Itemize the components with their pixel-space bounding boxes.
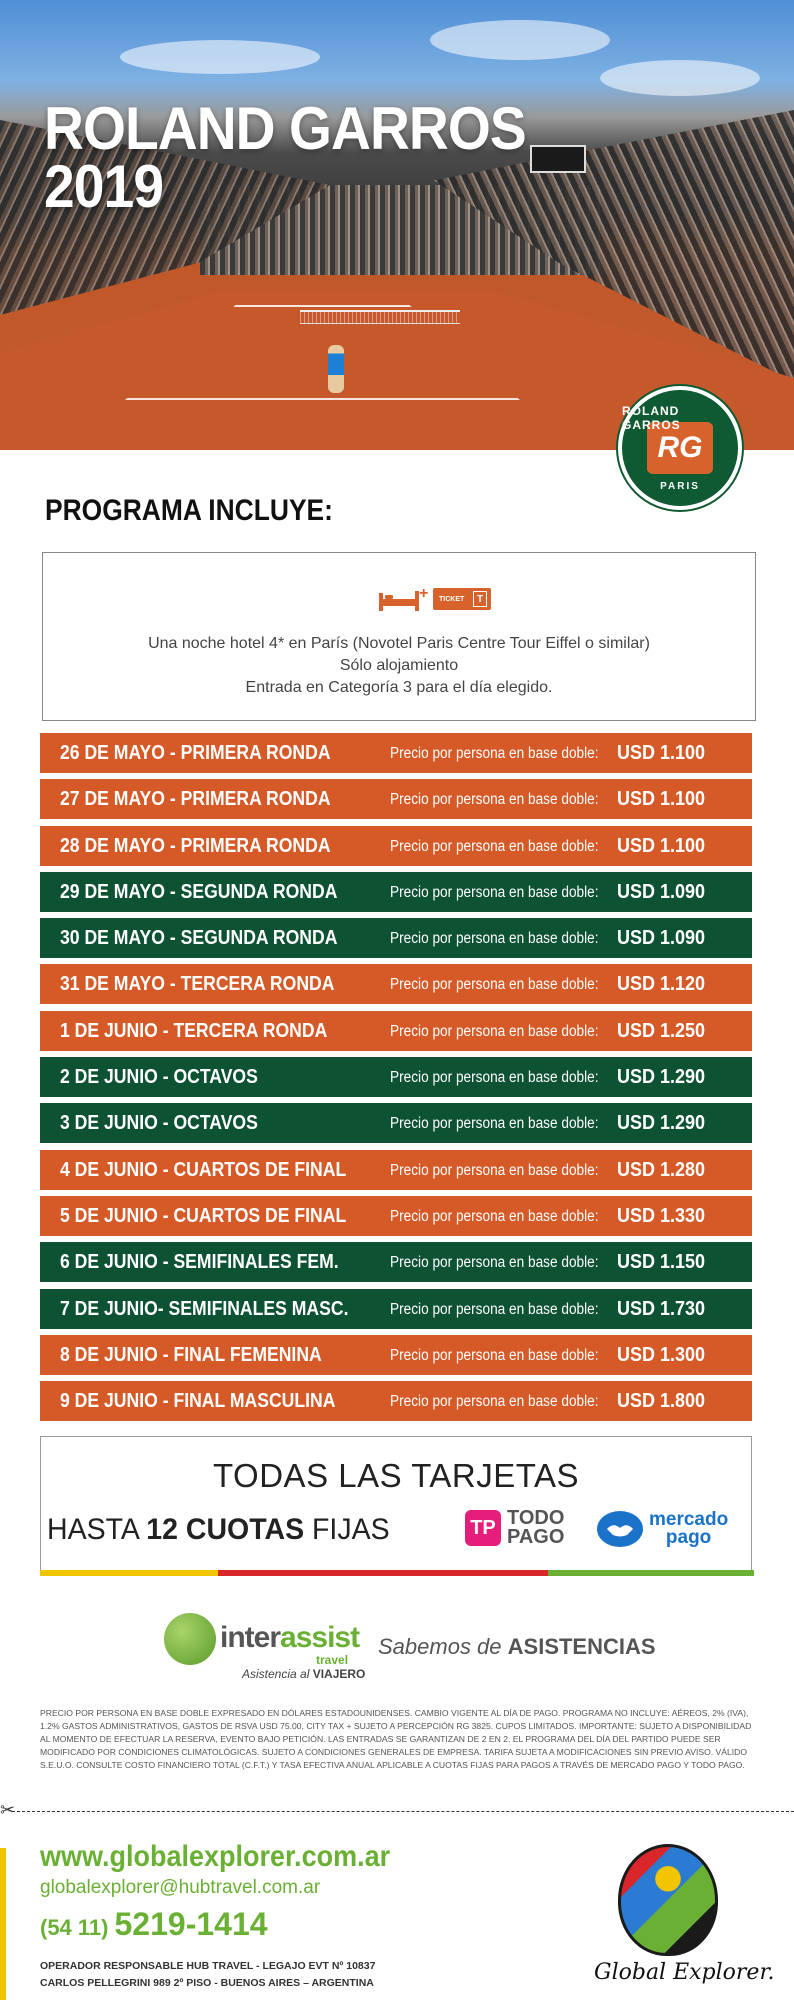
logo-top-text: ROLAND GARROS — [622, 404, 681, 432]
phone-digits: 5219-1414 — [114, 1906, 268, 1942]
date-row — [40, 1057, 752, 1097]
date-label: 9 DE JUNIO - FINAL MASCULINA — [60, 1390, 336, 1413]
color-bar-red — [218, 1570, 548, 1576]
color-bar-yellow — [40, 1570, 218, 1576]
tennis-net — [300, 310, 460, 324]
price-value: USD 1.090 — [617, 927, 706, 950]
ticket-label: TICKET — [439, 595, 465, 603]
includes-line: Entrada en Categoría 3 para el día elegido. — [245, 679, 553, 696]
todopago-logo — [465, 1509, 564, 1547]
cloud — [120, 40, 320, 74]
installments-highlight: 12 CUOTAS — [146, 1513, 305, 1546]
price-value: USD 1.290 — [617, 1112, 706, 1135]
bed-icon — [379, 589, 419, 611]
date-label: 6 DE JUNIO - SEMIFINALES FEM. — [60, 1251, 339, 1274]
hero-title-line2: 2019 — [44, 153, 164, 220]
includes-line: Sólo alojamiento — [339, 657, 459, 674]
payment-title: TODAS LAS TARJETAS — [213, 1457, 579, 1494]
mercadopago-line1: mercado — [649, 1509, 729, 1530]
global-explorer-logo — [590, 1840, 775, 2000]
date-label: 5 DE JUNIO - CUARTOS DE FINAL — [60, 1204, 347, 1227]
price-label: Precio por persona en base doble: — [390, 1069, 599, 1087]
price-value: USD 1.250 — [617, 1019, 706, 1042]
price-label: Precio por persona en base doble: — [390, 883, 599, 901]
handshake-icon — [597, 1511, 643, 1547]
date-row — [40, 1150, 752, 1190]
scoreboard — [530, 145, 586, 173]
date-price-list — [40, 733, 752, 1427]
date-label: 26 DE MAYO - PRIMERA RONDA — [60, 742, 331, 764]
date-row — [40, 1381, 752, 1421]
color-bar — [40, 1570, 754, 1576]
todopago-line2: PAGO — [507, 1526, 565, 1548]
date-label: 30 DE MAYO - SEGUNDA RONDA — [60, 927, 338, 950]
plus-icon: + — [419, 585, 429, 602]
date-row — [40, 1011, 752, 1051]
cut-line — [12, 1811, 794, 1812]
date-row — [40, 1289, 752, 1329]
installments-suffix: FIJAS — [304, 1513, 390, 1546]
includes-text — [43, 633, 755, 699]
interassist-tagline — [242, 1667, 365, 1681]
mercadopago-logo — [597, 1511, 728, 1547]
date-row — [40, 872, 752, 912]
price-label: Precio por persona en base doble: — [390, 930, 599, 948]
price-label: Precio por persona en base doble: — [390, 791, 599, 809]
includes-icons — [333, 581, 484, 611]
interassist-tagline-bold: VIAJERO — [312, 1667, 366, 1681]
cloud — [430, 20, 610, 60]
price-value: USD 1.300 — [617, 1343, 706, 1366]
price-value: USD 1.290 — [617, 1066, 706, 1089]
price-label: Precio por persona en base doble: — [390, 1254, 599, 1272]
price-label: Precio por persona en base doble: — [390, 1022, 599, 1040]
date-label: 7 DE JUNIO- SEMIFINALES MASC. — [60, 1297, 349, 1320]
price-label: Precio por persona en base doble: — [390, 837, 599, 855]
price-value: USD 1.800 — [617, 1390, 706, 1413]
installments-prefix: HASTA — [47, 1513, 147, 1546]
todopago-line1: TODO — [507, 1507, 565, 1529]
scissors-icon: ✂ — [0, 1800, 16, 1820]
operator-line1: OPERADOR RESPONSABLE HUB TRAVEL - LEGAJO EVT Nº 10837 — [40, 1960, 376, 1972]
price-label: Precio por persona en base doble: — [390, 1115, 599, 1133]
date-row — [40, 964, 752, 1004]
todopago-text — [507, 1509, 564, 1547]
website-link[interactable]: www.globalexplorer.com.ar — [40, 1840, 391, 1873]
date-label: 8 DE JUNIO - FINAL FEMENINA — [60, 1343, 322, 1366]
price-label: Precio por persona en base doble: — [390, 1161, 599, 1179]
hero-title — [44, 95, 526, 220]
date-label: 27 DE MAYO - PRIMERA RONDA — [60, 788, 331, 811]
roland-garros-logo — [618, 386, 742, 510]
operator-line2: CARLOS PELLEGRINI 989 2º PISO - BUENOS AIRES – ARGENTINA — [40, 1977, 374, 1989]
payment-box — [40, 1436, 752, 1571]
includes-line: Una noche hotel 4* en París (Novotel Paris Centre Tour Eiffel o similar) — [148, 635, 650, 652]
price-value: USD 1.100 — [617, 834, 706, 857]
price-value: USD 1.330 — [617, 1204, 706, 1227]
global-explorer-text: Global Explorer. — [594, 1960, 775, 1985]
date-label: 29 DE MAYO - SEGUNDA RONDA — [60, 880, 338, 903]
date-label: 2 DE JUNIO - OCTAVOS — [60, 1066, 258, 1089]
interassist-name-part2: assist — [280, 1621, 360, 1654]
price-label: Precio por persona en base doble: — [390, 976, 599, 994]
date-label: 28 DE MAYO - PRIMERA RONDA — [60, 834, 331, 857]
mercadopago-text — [649, 1511, 728, 1547]
hero-title-line1: ROLAND GARROS — [44, 95, 526, 162]
price-value: USD 1.150 — [617, 1251, 706, 1274]
interassist-name-part1: inter — [220, 1621, 281, 1654]
interassist-tagline-prefix: Asistencia al — [242, 1667, 313, 1681]
cloud — [600, 60, 760, 96]
ticket-mark: T — [473, 591, 487, 607]
program-title: PROGRAMA INCLUYE: — [45, 494, 333, 527]
date-row — [40, 779, 752, 819]
price-value: USD 1.280 — [617, 1158, 706, 1181]
price-label: Precio por persona en base doble: — [390, 1300, 599, 1318]
date-label: 4 DE JUNIO - CUARTOS DE FINAL — [60, 1158, 347, 1181]
interassist-name — [220, 1621, 359, 1655]
price-value: USD 1.100 — [617, 742, 706, 764]
includes-box — [42, 552, 756, 721]
interassist-logo — [164, 1609, 364, 1679]
date-row — [40, 1242, 752, 1282]
color-bar-green — [548, 1570, 754, 1576]
phone-area: (54 11) — [40, 1915, 109, 1940]
tennis-player — [328, 345, 344, 393]
mercadopago-line2: pago — [665, 1527, 712, 1548]
footer-accent-bar — [0, 1848, 6, 2000]
phone-number[interactable] — [40, 1906, 268, 1943]
price-label: Precio por persona en base doble: — [390, 1207, 599, 1225]
price-value: USD 1.100 — [617, 788, 706, 811]
rg-monogram-icon: RG — [647, 422, 713, 474]
date-label: 1 DE JUNIO - TERCERA RONDA — [60, 1019, 328, 1042]
date-row — [40, 1103, 752, 1143]
logo-bottom-text: PARIS — [660, 481, 700, 492]
date-label: 31 DE MAYO - TERCERA RONDA — [60, 973, 335, 996]
legal-text: PRECIO POR PERSONA EN BASE DOBLE EXPRESADO EN DÓLARES ESTADOUNIDENSES. CAMBIO VIGENTE AL DÍA DE PAGO. PROGRAMA NO INCLUYE: AÉREOS, 2% (IVA), 1.2% GASTOS ADMINISTRATIVOS, GASTOS DE RSVA USD 75.00, CITY TAX + SUJETO A PERCEPCIÓN RG 3825. CUPOS LIMITADOS. IMPORTANTE: SUJETO A DISPONIBILIDAD AL MOMENTO DE EFECTUAR LA RESERVA, EVENTO BAJO PETICIÓN. LAS ENTRADAS SE GARANTIZAN DE 2 EN 2. EL PROGRAMA DEL DÍA DEL PARTIDO PUEDE SER MODIFICADO POR CONDICIONES CLIMATOLÓGICAS. SUJETO A CONDICIONES GENERALES DE EMPRESA. TARIFA SUJETA A MODIFICACIONES SIN PREVIO AVISO. VÁLIDO S.E.U.O. CONSULTE COSTO FINANCIERO TOTAL (C.F.T.) Y TASA EFECTIVA ANUAL APLICABLE A CUOTAS FIJAS PARA PAGOS A TRAVÉS DE MERCADO PAGO Y TODO PAGO. — [40, 1708, 752, 1770]
date-label: 3 DE JUNIO - OCTAVOS — [60, 1112, 258, 1135]
date-row — [40, 1196, 752, 1236]
todopago-icon: TP — [465, 1510, 501, 1546]
date-row — [40, 826, 752, 866]
slogan-bold: ASISTENCIAS — [507, 1634, 656, 1659]
price-label: Precio por persona en base doble: — [390, 745, 599, 762]
price-value: USD 1.730 — [617, 1297, 706, 1320]
date-row — [40, 1335, 752, 1375]
hero-banner — [0, 0, 794, 450]
email-link[interactable]: globalexplorer@hubtravel.com.ar — [40, 1877, 321, 1898]
slogan-italic: Sabemos de — [378, 1634, 508, 1659]
price-label: Precio por persona en base doble: — [390, 1346, 599, 1364]
price-label: Precio por persona en base doble: — [390, 1393, 599, 1411]
ticket-icon — [433, 588, 491, 610]
globe-icon — [164, 1613, 216, 1665]
operator-info — [40, 1958, 375, 1992]
price-value: USD 1.090 — [617, 880, 706, 903]
date-row — [40, 918, 752, 958]
installments-line — [47, 1513, 390, 1547]
price-value: USD 1.120 — [617, 973, 706, 996]
interassist-travel: travel — [316, 1653, 349, 1667]
global-explorer-mark-icon — [618, 1844, 718, 1956]
date-row — [40, 733, 752, 773]
interassist-slogan — [378, 1634, 656, 1660]
